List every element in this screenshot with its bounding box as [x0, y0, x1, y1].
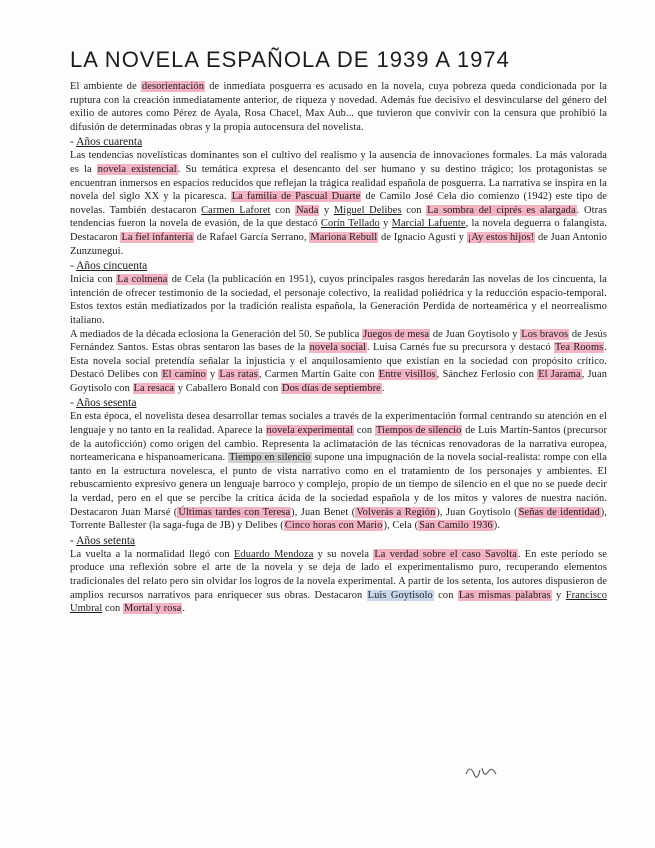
- page-title: LA NOVELA ESPAÑOLA DE 1939 A 1974: [70, 47, 510, 72]
- text-run: En esta época, el novelista desea desarrollar temas sociales a través de la experimentación formal centrando su atención en el lenguaje y no tanto en la realidad. Aparece la: [70, 411, 607, 437]
- text-run: de Luis Martín-Santos (precursor de la autoficción) como origen del cambio. Representa la aclimatación de las técnicas renovadoras de la narrativa europea, norteamericana e hispanoamericana.: [70, 425, 608, 464]
- highlighted-title: La fiel infantería: [121, 231, 194, 243]
- text-run: Las tendencias novelísticas dominantes son el cultivo del realismo y la ausencia de innovaciones formales. La más valorada es la: [70, 150, 607, 175]
- text-run: . En este periodo se produce una reflexión sobre el arte de la novela y se deja de lado el experimentalismo puro, recuperando elementos tradicionales del relato pero sin olvidar los logros de la novela experimental. A partir de los setenta, los autores dispusieron de amplios recursos narrativos para enriquecer sus obras. Destacaron: [70, 548, 607, 601]
- underlined-author: Corín Tellado: [320, 218, 380, 230]
- highlighted-title: La colmena: [117, 274, 168, 286]
- text-run: .: [182, 603, 186, 615]
- text-run: , Carmen Martín Gaite con: [258, 369, 378, 381]
- highlighted-title: La sombra del ciprés es alargada: [427, 204, 576, 216]
- underlined-author: Eduardo Mendoza: [233, 548, 314, 560]
- paragraph: [70, 410, 607, 532]
- highlighted-title: Las ratas: [219, 369, 258, 381]
- text-run: Años cincuenta: [76, 260, 148, 273]
- highlighted-title: Tiempo en silencio: [229, 452, 311, 464]
- underlined-author: Miguel Delibes: [333, 204, 402, 216]
- text-run: de Jesús Fernández Santos. Estas obras sentaron las bases de la: [70, 328, 607, 354]
- text-run: .: [381, 382, 385, 394]
- highlighted-title: Cinco horas con Mario: [284, 520, 383, 532]
- text-run: , Juan Goytisolo con: [70, 369, 607, 394]
- highlighted-title: novela social: [309, 342, 367, 354]
- text-run: . Su temática expresa el desencanto del ser humano y su destino trágico; los protagonistas se encuentran inmersos en espacios reducidos que reflejan la trágica realidad española de posguerra. La narrativa se inspira en la novela del siglo XX y la picaresca.: [70, 163, 607, 203]
- text-run: Años setenta: [76, 534, 136, 547]
- paragraph: [70, 273, 607, 327]
- text-run: , la novela deguerra o falangista. Destacaron: [70, 218, 607, 243]
- text-run: ), Juan Benet (: [291, 506, 356, 518]
- text-run: , Sánchez Ferlosio con: [436, 369, 538, 381]
- section-heading: [70, 396, 607, 410]
- paragraph: [70, 80, 607, 134]
- underlined-author: Carmen Laforet: [201, 204, 271, 216]
- text-run: Años sesenta: [76, 397, 137, 410]
- text-run: ), Cela (: [383, 520, 419, 532]
- text-run: . Luisa Carnés fue su precursora y destacó: [367, 342, 554, 354]
- text-run: y: [379, 218, 392, 230]
- text-run: La vuelta a la normalidad llegó con: [70, 548, 234, 560]
- highlighted-title: Tiempos de silencio: [376, 425, 462, 437]
- notes-body: [70, 80, 607, 616]
- text-run: ), Juan Goytisolo (: [436, 506, 518, 518]
- underlined-author: Francisco Umbral: [70, 589, 608, 615]
- highlighted-title: desorientación: [142, 81, 205, 92]
- text-run: supone una impugnación de la novela social-realista: rompe con ella tanto en la estructura novelesca, el punto de vista narrativo como en el tratamiento de los personajes y ambientes. El rebuscamiento expresivo genera un lenguaje barroco y complejo, propio de un tiempo de silencio en el que no se puede decir la verdad, pero en el que se percibe la crítica ácida de la sociedad española y de los mitos y valores de nuestra nación. Destacaron Juan Marsé (: [70, 452, 608, 518]
- paragraph: [70, 149, 607, 258]
- highlighted-title: El camino: [162, 369, 206, 381]
- highlighted-title: Juegos de mesa: [363, 328, 430, 340]
- highlighted-title: Señas de identidad: [518, 506, 600, 518]
- highlighted-title: Últimas tardes con Teresa: [178, 506, 291, 518]
- text-run: Años cuarenta: [76, 136, 143, 149]
- highlighted-title: Volverás a Región: [356, 506, 436, 518]
- underlined-author: Marcial Lafuente: [391, 218, 466, 230]
- highlighted-title: Dos días de septiembre: [282, 382, 381, 394]
- paragraph: [70, 548, 607, 616]
- text-run: y: [551, 589, 566, 601]
- highlighted-title: novela experimental: [266, 425, 354, 437]
- text-run: A mediados de la década eclosiona la Generación del 50. Se publica: [70, 328, 363, 340]
- highlighted-title: Las mismas palabras: [458, 589, 551, 601]
- text-run: El ambiente de: [70, 81, 142, 92]
- heading-dash: -: [70, 397, 77, 410]
- highlighted-title: ¡Ay estos hijos!: [467, 231, 535, 243]
- highlighted-title: Tea Rooms: [554, 342, 604, 354]
- text-run: con: [270, 204, 296, 216]
- text-run: con: [354, 425, 375, 437]
- section-heading: [70, 534, 607, 548]
- highlighted-title: La resaca: [133, 382, 175, 394]
- text-run: y su novela: [313, 548, 374, 560]
- signature-mark-icon: [462, 760, 502, 784]
- text-run: Inicia con: [70, 274, 117, 286]
- highlighted-title: Mortal y rosa: [124, 603, 182, 615]
- text-run: y: [319, 204, 334, 216]
- highlighted-title: La verdad sobre el caso Savolta: [374, 548, 517, 560]
- highlighted-title: Entre visillos: [378, 369, 436, 381]
- text-run: de Ignacio Agustí y: [378, 231, 467, 243]
- highlighted-title: Mariona Rebull: [310, 231, 378, 243]
- highlighted-title: El Jarama: [538, 369, 581, 381]
- text-run: de Camilo José Cela dio comienzo (1942) este tipo de novelas. También destacaron: [70, 191, 607, 216]
- text-run: con: [102, 603, 124, 615]
- text-run: con: [433, 589, 458, 601]
- highlighted-title: San Camilo 1936: [419, 520, 493, 532]
- heading-dash: -: [70, 260, 77, 273]
- text-run: . Otras tendencias fueron la novela de evasión, de la que destacó: [70, 204, 607, 230]
- heading-dash: -: [70, 534, 77, 547]
- text-run: . Esta novela social pretendía señalar la injusticia y el anquilosamiento que existían en la sociedad con propósito crítico. Destacó Delibes con: [70, 342, 607, 381]
- highlighted-title: Los bravos: [521, 328, 569, 340]
- highlighted-title: La familia de Pascual Duarte: [231, 191, 361, 203]
- paragraph: [70, 328, 607, 396]
- highlighted-title: novela existencial: [97, 163, 177, 175]
- highlighted-title: Luis Goytisolo: [367, 589, 433, 601]
- highlighted-title: Nada: [296, 204, 319, 216]
- text-run: de Rafael García Serrano,: [194, 231, 310, 243]
- text-run: de Juan Goytisolo y: [430, 328, 521, 340]
- section-heading: [70, 259, 607, 273]
- text-run: de Cela (la publicación en 1951), cuyos principales rasgos heredarán las novelas de los cincuenta, la intención de ofrecer testimonio de la sociedad, el personaje colectivo, la realidad poliédrica y la reducción espacio-temporal. Estos textos están mediatizados por la tradición realista española, la Generación Perdida de norteamérica y el neorrealismo italiano.: [70, 274, 607, 326]
- text-run: y Caballero Bonald con: [175, 382, 282, 394]
- text-run: ), Torrente Ballester (la saga-fuga de JB) y Delibes (: [70, 506, 608, 532]
- text-run: de inmediata posguerra es acusado en la novela, cuya pobreza queda condicionada por la ruptura con la creación inmediatamente anterior, de riqueza y novedad. Además fue decisivo el desvincularse del género del exilio de autores como Pérez de Ayala, Rosa Chacel, Max Aub... que tuvieron que convivir con la censura que prohibió la difusión de determinadas obras y la propia autocensura del novelista.: [70, 81, 607, 133]
- section-heading: [70, 135, 607, 149]
- text-run: ).: [493, 520, 501, 532]
- text-run: y: [206, 369, 219, 381]
- text-run: con: [401, 204, 427, 216]
- text-run: de Juan Antonio Zunzunegui.: [70, 231, 608, 257]
- heading-dash: -: [70, 136, 77, 149]
